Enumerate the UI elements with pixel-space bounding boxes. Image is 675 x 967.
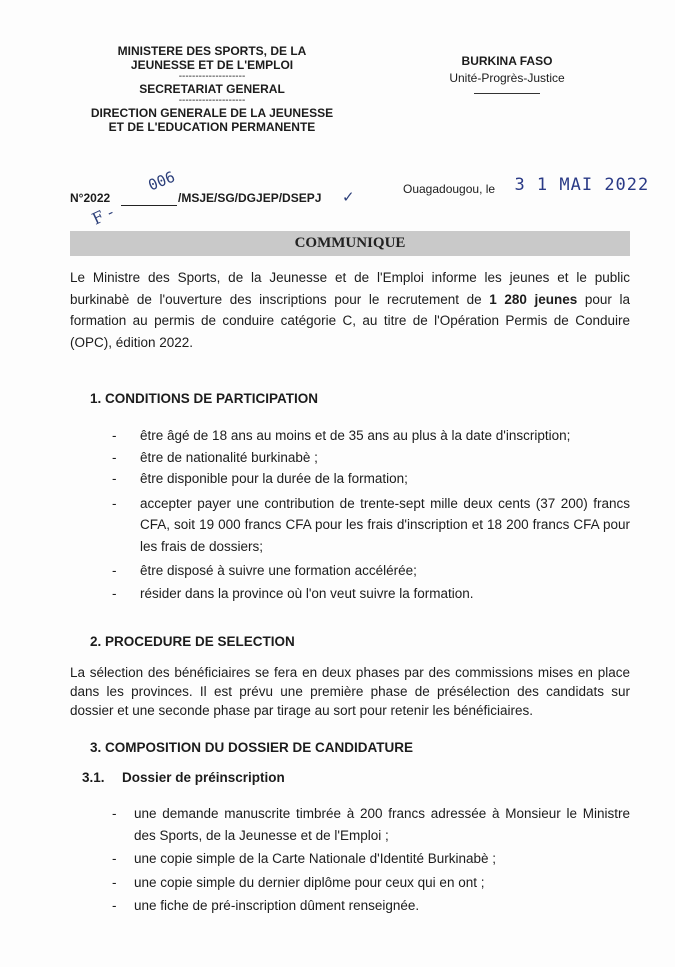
ministry-name-line1: MINISTERE DES SPORTS, DE LA (117, 44, 307, 58)
procedure-paragraph: La sélection des bénéficiaires se fera en deux phases par des commissions mises en place dans les provinces. Il est prévu une première phase de présélection des candidats sur dossier et une seconde phase par tirage au sort pour retenir les bénéficiaires. (70, 665, 630, 718)
reference-blank-line (121, 205, 177, 206)
section-heading-composition: 3. COMPOSITION DU DOSSIER DE CANDIDATURE (90, 740, 414, 755)
list-item (112, 425, 630, 447)
list-item-text: une demande manuscrite timbrée à 200 francs adressée à Monsieur le Ministre des Sports, de la Jeunesse et de l'Emploi ; (134, 806, 630, 843)
conditions-list (112, 425, 630, 604)
list-item (112, 803, 630, 846)
subsection-heading (82, 770, 285, 785)
header-separator: -------------------- (178, 71, 246, 82)
list-item (112, 560, 630, 582)
handwritten-reference-letter: F - (88, 202, 117, 229)
subsection-number: 3.1. (82, 770, 105, 785)
list-item-text: une copie simple du dernier diplôme pour ceux qui en ont ; (134, 874, 485, 890)
section-heading-procedure: 2. PROCEDURE DE SELECTION (90, 634, 295, 649)
list-item (112, 468, 630, 490)
date-stamp: 3 1 MAI 2022 (514, 175, 650, 195)
handwritten-tick: ✓ (342, 189, 355, 206)
list-item-text: être âgé de 18 ans au moins et de 35 ans au plus à la date d'inscription; (140, 428, 571, 443)
country-name: BURKINA FASO (461, 54, 553, 68)
list-item (112, 848, 630, 870)
ministry-name-line2: JEUNESSE ET DE L'EMPLOI (130, 58, 294, 72)
list-item-text: être disponible pour la durée de la formation; (140, 471, 408, 486)
bullet-dash: - (112, 585, 117, 601)
reference-number (70, 167, 370, 229)
bullet-dash: - (112, 495, 117, 511)
list-item (112, 872, 630, 894)
country-motto: Unité-Progrès-Justice (449, 71, 565, 85)
bullet-dash: - (112, 471, 117, 486)
intro-text-start: Le Ministre des Sports, de la Jeunesse et de l'Emploi informe les jeunes et le public burkinabè de l'ouverture des inscriptions pour le recrutement de (70, 270, 630, 307)
bullet-dash: - (112, 874, 117, 890)
bullet-dash: - (112, 449, 117, 465)
handwritten-reference-number: 006 (145, 167, 178, 195)
ministry-header (62, 44, 362, 134)
list-item (112, 447, 630, 469)
document-title: COMMUNIQUE (70, 231, 630, 256)
list-item-text: une copie simple de la Carte Nationale d'Identité Burkinabè ; (134, 851, 497, 866)
country-header (432, 53, 582, 94)
section-heading-conditions: 1. CONDITIONS DE PARTICIPATION (90, 391, 319, 406)
bullet-dash: - (112, 806, 117, 821)
list-item-text: être de nationalité burkinabè ; (140, 449, 318, 465)
list-item-text: être disposé à suivre une formation accélérée; (140, 563, 417, 578)
list-item (112, 583, 630, 605)
intro-paragraph (70, 267, 630, 353)
list-item (112, 493, 630, 558)
list-item-text: résider dans la province où l'on veut suivre la formation. (140, 585, 474, 601)
direction-name-line2: ET DE L'EDUCATION PERMANENTE (108, 120, 316, 134)
place-label: Ouagadougou, le (403, 182, 496, 196)
direction-name-line1: DIRECTION GENERALE DE LA JEUNESSE (90, 106, 334, 120)
reference-suffix: /MSJE/SG/DGJEP/DSEPJ (178, 191, 322, 205)
header-separator-2: -------------------- (178, 95, 246, 106)
list-item (112, 895, 630, 917)
intro-text-end: pour la formation au permis de conduire catégorie C, au titre de l'Opération Permis de Conduire (OPC), édition 2022. (70, 291, 630, 350)
secretariat-name: SECRETARIAT GENERAL (139, 82, 285, 96)
list-item-text: accepter payer une contribution de trente-sept mille deux cents (37 200) francs CFA, soit 19 000 francs CFA pour les frais d'inscription et 18 200 francs CFA pour les frais de dossiers; (140, 495, 630, 554)
reference-prefix: N°2022 (70, 191, 111, 205)
subsection-title: Dossier de préinscription (122, 770, 285, 785)
bullet-dash: - (112, 563, 117, 578)
motto-underline (474, 93, 540, 94)
intro-bold-figure: 1 280 jeunes (489, 291, 578, 307)
place-and-date (403, 175, 650, 198)
bullet-dash: - (112, 851, 117, 866)
bullet-dash: - (112, 428, 117, 443)
bullet-dash: - (112, 898, 117, 913)
list-item-text: une fiche de pré-inscription dûment renseignée. (134, 898, 420, 913)
preinscription-list (112, 803, 630, 917)
